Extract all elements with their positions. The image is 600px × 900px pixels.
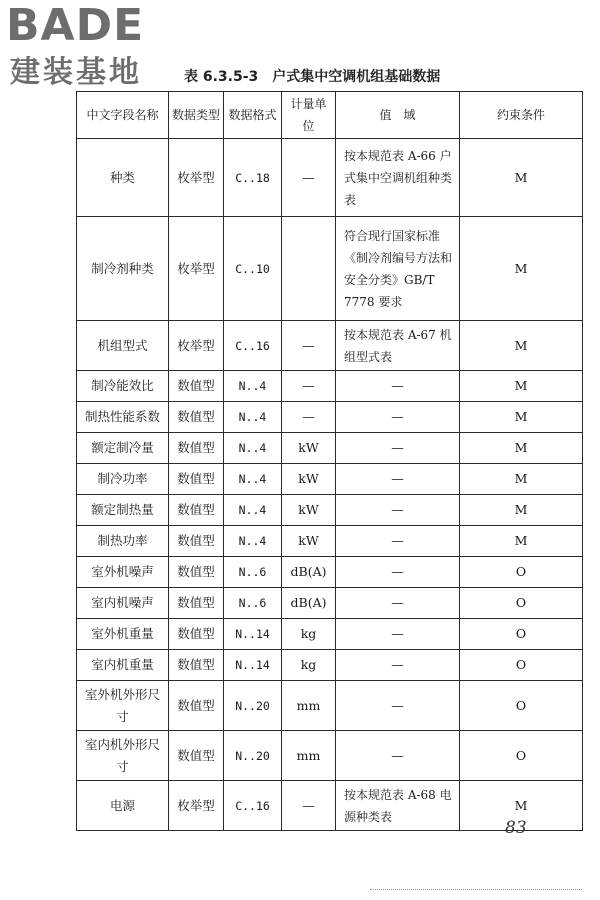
row-unit: — [282, 139, 336, 217]
row-data-type: 枚举型 [169, 781, 224, 831]
row-value-range: 按本规范表 A-66 户式集中空调机组种类表 [336, 139, 460, 217]
row-unit: — [282, 371, 336, 402]
row-data-format: C..16 [224, 321, 282, 371]
table-row [77, 464, 583, 495]
table-row [77, 371, 583, 402]
row-data-type: 枚举型 [169, 139, 224, 217]
row-name: 制热功率 [77, 526, 169, 557]
row-name: 额定制热量 [77, 495, 169, 526]
row-data-type: 数值型 [169, 619, 224, 650]
row-constraint: M [460, 321, 583, 371]
table-header-row [77, 92, 583, 139]
table-row [77, 650, 583, 681]
table-row [77, 495, 583, 526]
row-name: 制热性能系数 [77, 402, 169, 433]
row-data-type: 数值型 [169, 371, 224, 402]
row-name: 机组型式 [77, 321, 169, 371]
row-data-type: 数值型 [169, 402, 224, 433]
row-data-format: N..4 [224, 526, 282, 557]
row-data-format: C..18 [224, 139, 282, 217]
row-constraint: M [460, 464, 583, 495]
row-data-type: 数值型 [169, 731, 224, 781]
row-data-format: C..10 [224, 217, 282, 321]
row-constraint: O [460, 557, 583, 588]
row-constraint: O [460, 588, 583, 619]
watermark-logo-cjk: 建装基地 [10, 55, 142, 90]
row-value-range: — [336, 371, 460, 402]
row-value-range: — [336, 731, 460, 781]
row-unit: kg [282, 650, 336, 681]
row-constraint: M [460, 371, 583, 402]
header-unit: 计量单位 [282, 92, 336, 139]
table-row [77, 557, 583, 588]
row-data-type: 数值型 [169, 557, 224, 588]
header-data-format: 数据格式 [224, 92, 282, 139]
bottom-rule [370, 889, 582, 890]
table-row [77, 433, 583, 464]
row-name: 额定制冷量 [77, 433, 169, 464]
row-value-range: — [336, 681, 460, 731]
row-data-format: N..20 [224, 681, 282, 731]
row-data-format: C..16 [224, 781, 282, 831]
row-unit: — [282, 402, 336, 433]
row-name: 室外机重量 [77, 619, 169, 650]
row-value-range: — [336, 557, 460, 588]
row-unit: dB(A) [282, 557, 336, 588]
row-constraint: O [460, 681, 583, 731]
row-constraint: M [460, 217, 583, 321]
header-constraint: 约束条件 [460, 92, 583, 139]
row-data-type: 数值型 [169, 526, 224, 557]
watermark-logo-latin: BADE [6, 0, 145, 51]
table-title: 户式集中空调机组基础数据 [272, 69, 441, 85]
row-unit: kW [282, 495, 336, 526]
row-value-range: 符合现行国家标准《制冷剂编号方法和安全分类》GB/T 7778 要求 [336, 217, 460, 321]
row-data-type: 数值型 [169, 495, 224, 526]
row-constraint: O [460, 731, 583, 781]
table-row [77, 402, 583, 433]
row-data-type: 枚举型 [169, 217, 224, 321]
row-name: 室外机噪声 [77, 557, 169, 588]
row-unit [282, 217, 336, 321]
row-data-format: N..6 [224, 588, 282, 619]
row-data-format: N..6 [224, 557, 282, 588]
row-data-type: 数值型 [169, 681, 224, 731]
table-row [77, 619, 583, 650]
row-name: 室内机重量 [77, 650, 169, 681]
header-field-name: 中文字段名称 [77, 92, 169, 139]
row-data-format: N..4 [224, 495, 282, 526]
row-unit: dB(A) [282, 588, 336, 619]
row-unit: kW [282, 433, 336, 464]
row-constraint: M [460, 495, 583, 526]
table-row [77, 731, 583, 781]
row-data-format: N..20 [224, 731, 282, 781]
row-name: 种类 [77, 139, 169, 217]
row-data-type: 数值型 [169, 464, 224, 495]
row-constraint: O [460, 650, 583, 681]
table-caption [184, 66, 440, 86]
row-data-type: 数值型 [169, 433, 224, 464]
row-unit: kW [282, 464, 336, 495]
row-data-format: N..14 [224, 650, 282, 681]
row-unit: kW [282, 526, 336, 557]
table-row [77, 217, 583, 321]
table-row [77, 321, 583, 371]
row-unit: mm [282, 681, 336, 731]
row-value-range: — [336, 495, 460, 526]
row-name: 室内机噪声 [77, 588, 169, 619]
row-unit: — [282, 781, 336, 831]
row-value-range: — [336, 402, 460, 433]
row-name: 制冷功率 [77, 464, 169, 495]
row-name: 制冷能效比 [77, 371, 169, 402]
row-constraint: O [460, 619, 583, 650]
table-number: 表 6.3.5-3 [184, 69, 259, 85]
row-data-type: 枚举型 [169, 321, 224, 371]
row-constraint: M [460, 139, 583, 217]
row-value-range: — [336, 433, 460, 464]
header-data-type: 数据类型 [169, 92, 224, 139]
header-value-range: 值 域 [336, 92, 460, 139]
row-name: 室内机外形尺寸 [77, 731, 169, 781]
row-data-type: 数值型 [169, 588, 224, 619]
row-name: 电源 [77, 781, 169, 831]
data-table [76, 91, 583, 831]
table-body [77, 139, 583, 831]
table-row [77, 526, 583, 557]
row-value-range: — [336, 464, 460, 495]
row-value-range: 按本规范表 A-68 电源种类表 [336, 781, 460, 831]
row-constraint: M [460, 781, 583, 831]
row-data-format: N..4 [224, 433, 282, 464]
row-name: 制冷剂种类 [77, 217, 169, 321]
row-constraint: M [460, 433, 583, 464]
row-data-format: N..4 [224, 464, 282, 495]
row-constraint: M [460, 402, 583, 433]
row-unit: mm [282, 731, 336, 781]
page-number: 83 [505, 818, 527, 838]
row-value-range: — [336, 526, 460, 557]
row-data-format: N..14 [224, 619, 282, 650]
row-value-range: — [336, 650, 460, 681]
table-row [77, 139, 583, 217]
row-unit: kg [282, 619, 336, 650]
table-row [77, 588, 583, 619]
row-data-format: N..4 [224, 371, 282, 402]
row-constraint: M [460, 526, 583, 557]
row-value-range: — [336, 588, 460, 619]
row-value-range: — [336, 619, 460, 650]
table-row [77, 681, 583, 731]
row-name: 室外机外形尺寸 [77, 681, 169, 731]
row-data-format: N..4 [224, 402, 282, 433]
row-unit: — [282, 321, 336, 371]
row-value-range: 按本规范表 A-67 机组型式表 [336, 321, 460, 371]
row-data-type: 数值型 [169, 650, 224, 681]
